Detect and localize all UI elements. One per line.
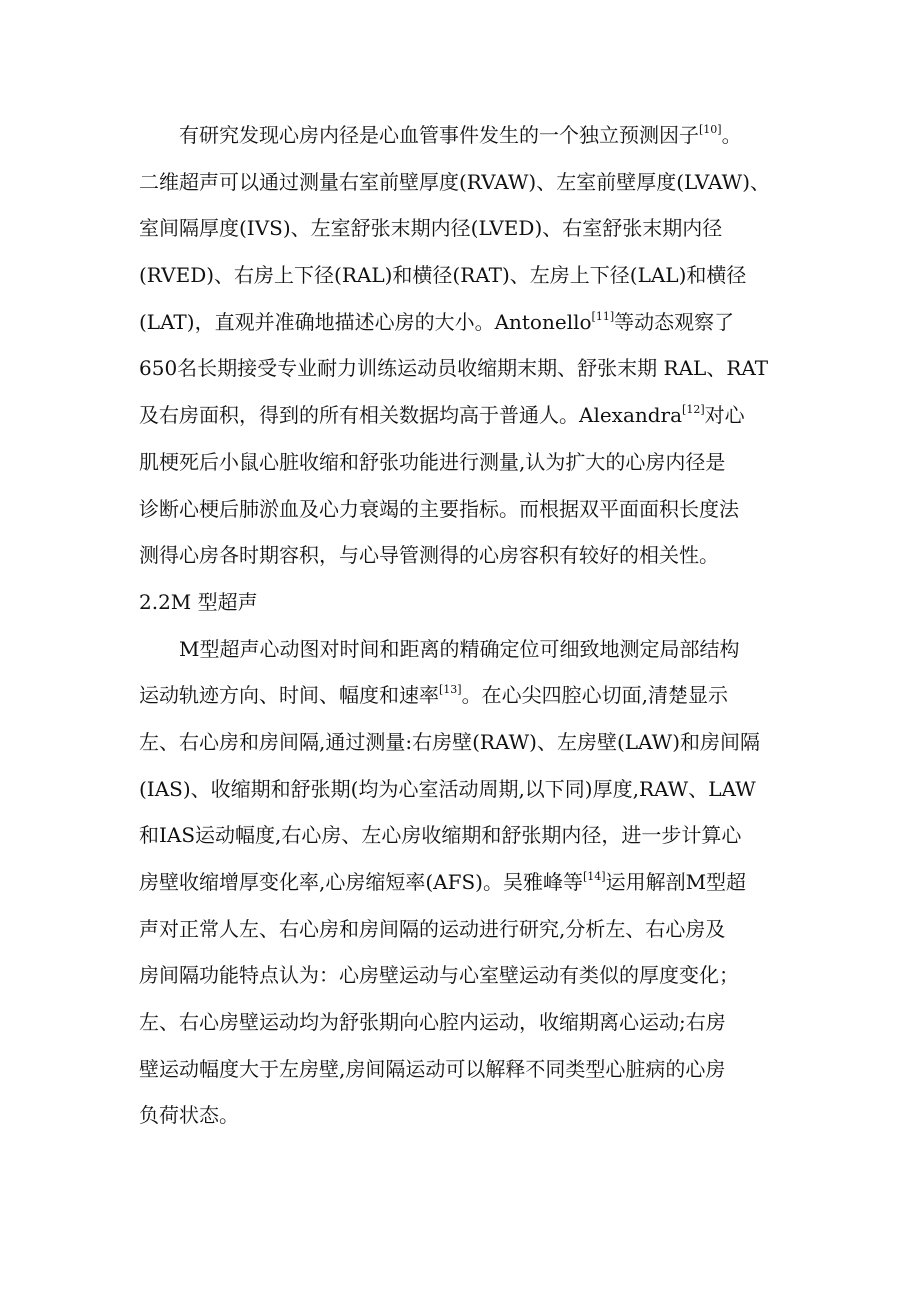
text-line <box>139 439 789 486</box>
text-line <box>139 486 789 533</box>
citation-marker: [11] <box>591 309 615 323</box>
text-line <box>139 952 789 999</box>
line-text: 运动轨迹方向、时间、幅度和速率 <box>139 683 439 708</box>
text-line <box>139 859 789 906</box>
line-text: (RVED)、右房上下径(RAL)和横径(RAT)、左房上下径(LAL)和横径 <box>139 263 747 288</box>
line-text: 测得心房各时期容积，与心导管测得的心房容积有较好的相关性。 <box>139 543 719 568</box>
line-text: 诊断心梗后肺淤血及心力衰竭的主要指标。而根据双平面面积长度法 <box>139 496 739 521</box>
text-line <box>139 999 789 1046</box>
paragraph-m-mode-echo <box>139 626 789 1140</box>
text-line <box>139 812 789 859</box>
line-text: 声对正常人左、右心房和房间隔的运动进行研究,分析左、右心房及 <box>139 916 726 941</box>
paragraph-two-dimensional-echo <box>139 112 789 579</box>
line-text: 及右房面积，得到的所有相关数据均高于普通人。Alexandra <box>139 403 683 428</box>
line-text: 二维超声可以通过测量右室前壁厚度(RVAW)、左室前壁厚度(LVAW)、 <box>139 169 771 194</box>
text-line <box>139 112 789 159</box>
text-line <box>139 1092 789 1139</box>
line-text-tail: 对心 <box>704 403 745 428</box>
citation-marker: [10] <box>699 123 722 136</box>
text-line <box>139 392 789 439</box>
text-line <box>139 299 789 346</box>
citation-marker: [14] <box>582 870 606 883</box>
text-line <box>139 159 789 206</box>
text-line <box>139 252 789 299</box>
text-line <box>139 345 789 392</box>
text-line <box>139 532 789 579</box>
line-text: 650名长期接受专业耐力训练运动员收缩期末期、舒张末期 RAL、RAT <box>139 356 769 381</box>
text-line <box>139 719 789 766</box>
document-body <box>139 112 789 1139</box>
line-text: 左、右心房和房间隔,通过测量:右房壁(RAW)、左房壁(LAW)和房间隔 <box>139 729 761 754</box>
line-text: 壁运动幅度大于左房壁,房间隔运动可以解释不同类型心脏病的心房 <box>139 1056 726 1081</box>
line-text-tail: 。在心尖四腔心切面,清楚显示 <box>461 683 728 708</box>
line-text: 有研究发现心房内径是心血管事件发生的一个独立预测因子 <box>179 123 699 147</box>
citation-marker: [12] <box>682 403 705 417</box>
line-text: 房间隔功能特点认为：心房壁运动与心室壁运动有类似的厚度变化； <box>139 963 739 988</box>
line-text: 左、右心房壁运动均为舒张期向心腔内运动，收缩期离心运动;右房 <box>139 1010 726 1035</box>
citation-marker: [13] <box>439 683 462 697</box>
line-text: (LAT)，直观并准确地描述心房的大小。Antonello <box>139 309 592 334</box>
text-line <box>139 1046 789 1093</box>
line-text: 室间隔厚度(IVS)、左室舒张末期内径(LVED)、右室舒张末期内径 <box>139 216 723 241</box>
text-line <box>139 766 789 813</box>
line-text: 负荷状态。 <box>139 1103 239 1128</box>
text-line <box>139 626 789 673</box>
line-text-tail: 运用解剖M型超 <box>605 870 747 894</box>
text-line <box>139 205 789 252</box>
line-text-tail: 。 <box>721 123 742 147</box>
line-text: 肌梗死后小鼠心脏收缩和舒张功能进行测量,认为扩大的心房内径是 <box>139 449 726 474</box>
line-text: 房壁收缩增厚变化率,心房缩短率(AFS)。吴雅峰等 <box>139 870 583 894</box>
text-line <box>139 906 789 953</box>
line-text: M型超声心动图对时间和距离的精确定位可细致地测定局部结构 <box>179 636 740 661</box>
section-heading: 2.2M 型超声 <box>139 589 258 614</box>
text-line <box>139 672 789 719</box>
line-text: 和IAS运动幅度,右心房、左心房收缩期和舒张期内径，进一步计算心 <box>139 823 742 848</box>
line-text: (IAS)、收缩期和舒张期(均为心室活动周期,以下同)厚度,RAW、LAW <box>139 776 756 801</box>
line-text-tail: 等动态观察了 <box>614 309 735 334</box>
